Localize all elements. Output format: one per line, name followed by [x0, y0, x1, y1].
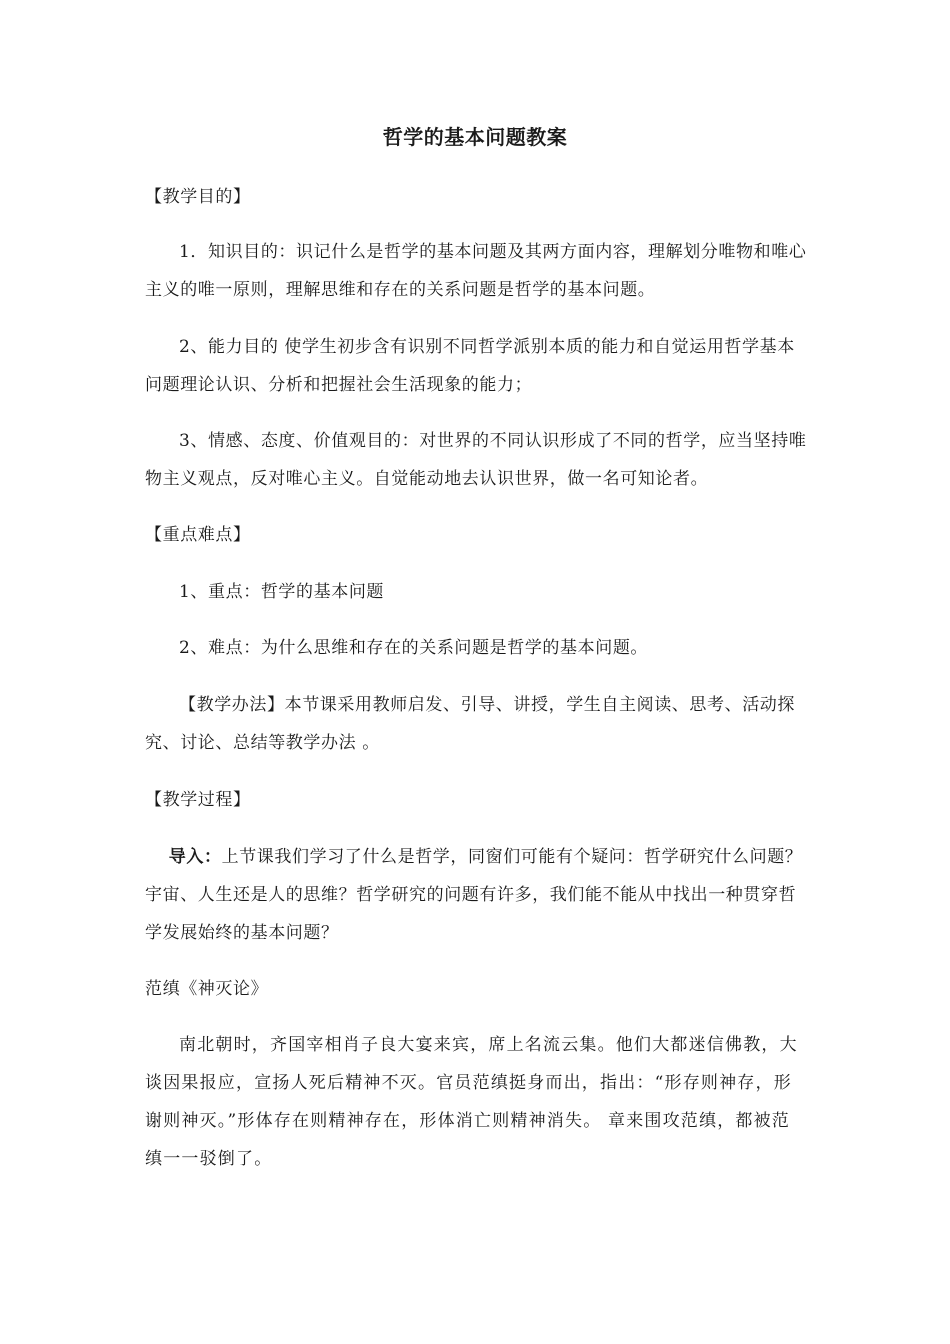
- objective-attitude: 3、情感、态度、价值观目的：对世界的不同认识形成了不同的哲学，应当坚持唯物主义观点，反对唯心主义。自觉能动地去认识世界，做一名可知论者。: [145, 431, 807, 489]
- teaching-method-label: 【教学办法】: [179, 695, 285, 715]
- section-heading-process: 【教学过程】: [145, 790, 251, 810]
- intro-paragraph: [145, 838, 807, 952]
- keypoint-focus: 1、重点：哲学的基本问题: [179, 582, 385, 602]
- teaching-method-text: 本节课采用教师启发、引导、讲授，学生自主阅读、思考、活动探究、讨论、总结等教学办法 。: [145, 695, 796, 753]
- objective-knowledge: 1．知识目的：识记什么是哲学的基本问题及其两方面内容，理解划分唯物和唯心主义的唯一原则，理解思维和存在的关系问题是哲学的基本问题。: [145, 242, 807, 300]
- intro-text: 上节课我们学习了什么是哲学，同窗们可能有个疑问：哲学研究什么问题？宇宙、人生还是人的思维？哲学研究的问题有许多，我们能不能从中找出一种贯穿哲学发展始终的基本问题？: [145, 847, 803, 943]
- story-heading: 范缜《神灭论》: [145, 979, 269, 999]
- intro-label: 导入：: [168, 847, 222, 867]
- document-title: 哲学的基本问题教案: [382, 125, 568, 149]
- section-heading-objectives: 【教学目的】: [145, 187, 251, 207]
- section-heading-keypoints: 【重点难点】: [145, 525, 251, 545]
- teaching-method-paragraph: [145, 686, 807, 762]
- story-paragraph: 南北朝时，齐国宰相肖子良大宴来宾，席上名流云集。他们大都迷信佛教，大谈因果报应，宣扬人死后精神不灭。官员范缜挺身而出，指出：“形存则神存，形谢则神灭。”形体存在则精神存在，形体消亡则精神消失。 章来围攻范缜，都被范缜一一驳倒了。: [145, 1035, 798, 1169]
- objective-ability: 2、能力目的 使学生初步含有识别不同哲学派别本质的能力和自觉运用哲学基本问题理论认识、分析和把握社会生活现象的能力；: [145, 337, 795, 395]
- keypoint-difficulty: 2、难点：为什么思维和存在的关系问题是哲学的基本问题。: [179, 638, 649, 658]
